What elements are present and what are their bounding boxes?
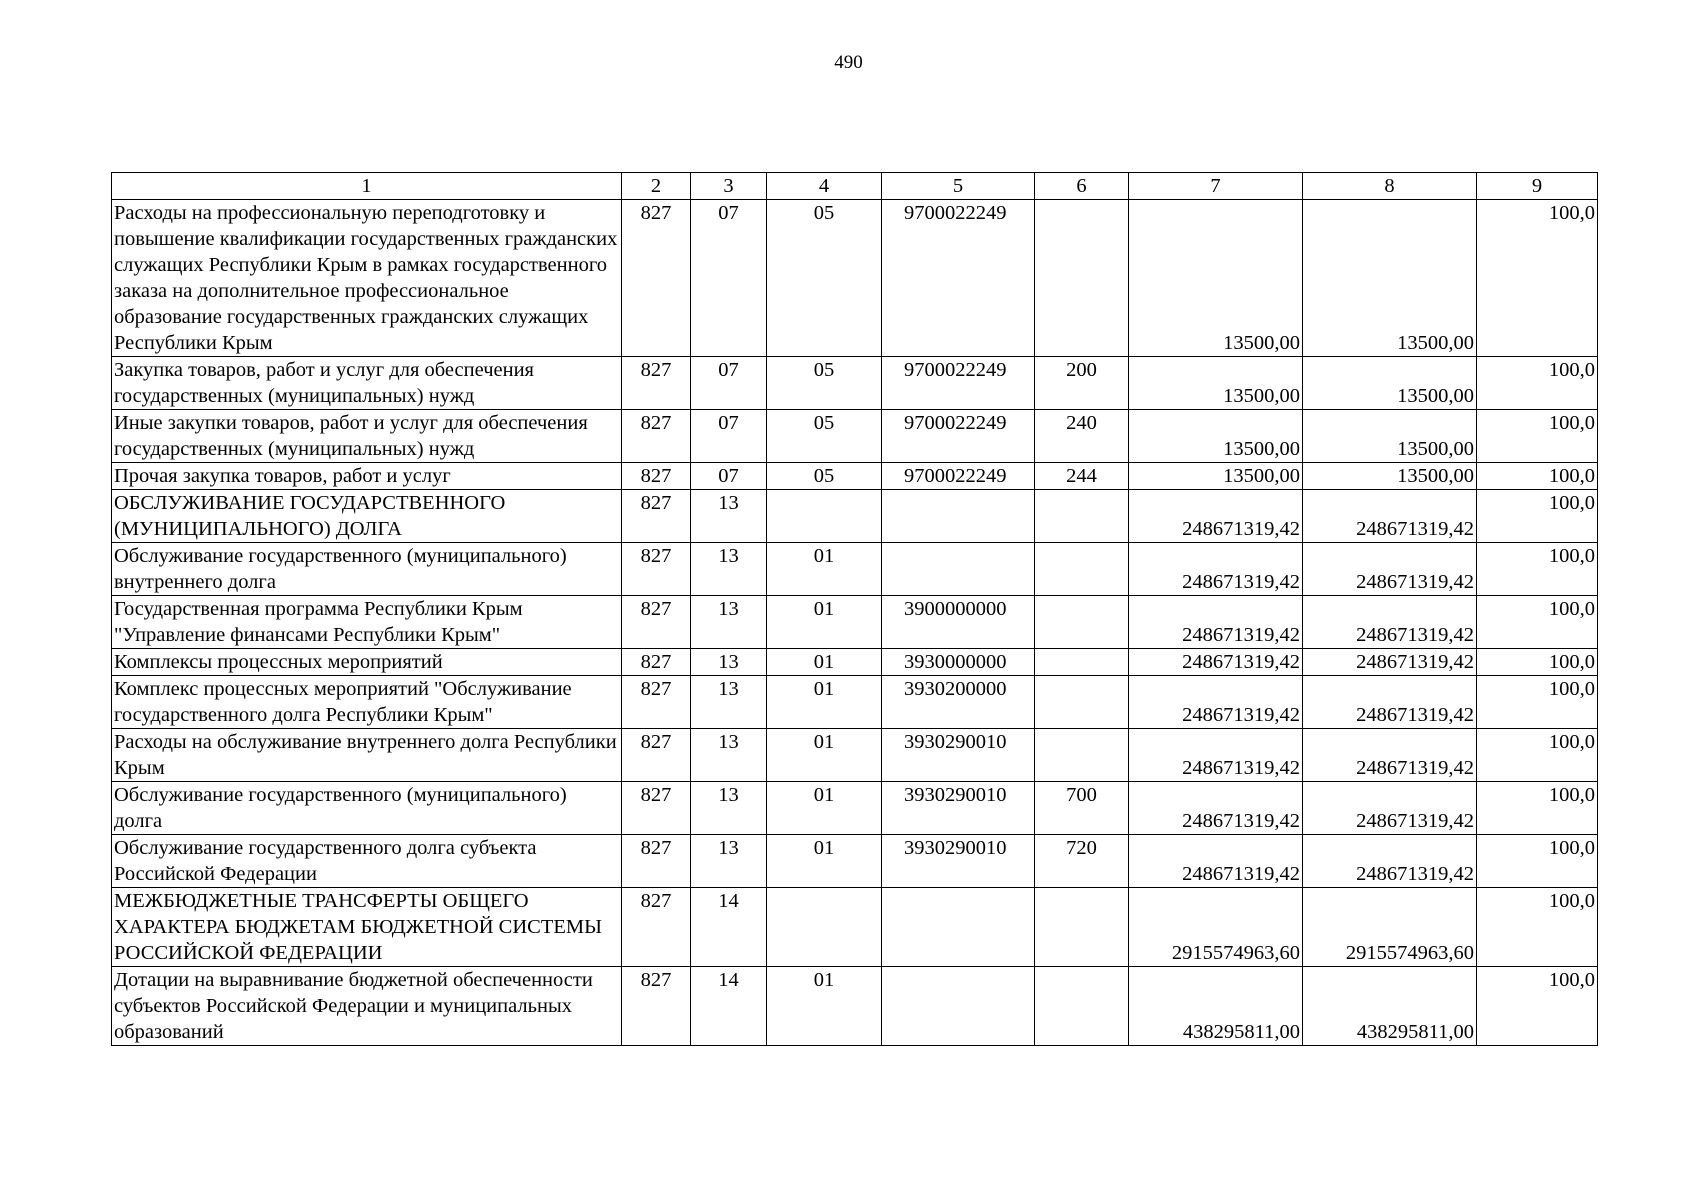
expense-type-code — [1035, 649, 1129, 676]
item-name: Комплексы процессных мероприятий — [112, 649, 622, 676]
amount-executed: 13500,00 — [1303, 357, 1477, 410]
expense-type-code — [1035, 200, 1129, 357]
item-name: ОБСЛУЖИВАНИЕ ГОСУДАРСТВЕННОГО (МУНИЦИПАЛЬНОГО) ДОЛГА — [112, 490, 622, 543]
execution-percent: 100,0 — [1477, 463, 1598, 490]
expense-type-code: 720 — [1035, 835, 1129, 888]
execution-percent: 100,0 — [1477, 649, 1598, 676]
execution-percent: 100,0 — [1477, 729, 1598, 782]
table-row — [112, 729, 1598, 782]
expense-type-code: 700 — [1035, 782, 1129, 835]
section-code: 13 — [691, 782, 767, 835]
expense-type-code — [1035, 888, 1129, 967]
ministry-code: 827 — [622, 463, 691, 490]
table-row — [112, 649, 1598, 676]
ministry-code: 827 — [622, 835, 691, 888]
table-row — [112, 596, 1598, 649]
table-row — [112, 782, 1598, 835]
section-code: 07 — [691, 357, 767, 410]
amount-planned: 2915574963,60 — [1129, 888, 1303, 967]
subsection-code: 05 — [767, 357, 882, 410]
section-code: 14 — [691, 888, 767, 967]
item-name: Обслуживание государственного (муниципального) долга — [112, 782, 622, 835]
page-number: 490 — [834, 52, 863, 73]
target-article-code: 9700022249 — [882, 200, 1035, 357]
amount-planned: 248671319,42 — [1129, 596, 1303, 649]
target-article-code: 9700022249 — [882, 410, 1035, 463]
amount-planned: 13500,00 — [1129, 463, 1303, 490]
subsection-code: 05 — [767, 200, 882, 357]
amount-planned: 13500,00 — [1129, 410, 1303, 463]
column-header: 9 — [1477, 173, 1598, 200]
amount-planned: 438295811,00 — [1129, 967, 1303, 1046]
ministry-code: 827 — [622, 782, 691, 835]
ministry-code: 827 — [622, 357, 691, 410]
target-article-code: 3930290010 — [882, 782, 1035, 835]
section-code: 13 — [691, 543, 767, 596]
column-header: 5 — [882, 173, 1035, 200]
expense-type-code — [1035, 967, 1129, 1046]
amount-executed: 248671319,42 — [1303, 782, 1477, 835]
subsection-code: 01 — [767, 782, 882, 835]
amount-executed: 13500,00 — [1303, 410, 1477, 463]
amount-executed: 438295811,00 — [1303, 967, 1477, 1046]
item-name: Расходы на профессиональную переподготовку и повышение квалификации государственных гражданских служащих Республики Крым в рамках государственного заказа на дополнительное профессиональное образование государственных гражданских служащих Республики Крым — [112, 200, 622, 357]
expense-type-code — [1035, 490, 1129, 543]
execution-percent: 100,0 — [1477, 782, 1598, 835]
amount-executed: 248671319,42 — [1303, 835, 1477, 888]
column-header: 1 — [112, 173, 622, 200]
amount-executed: 13500,00 — [1303, 200, 1477, 357]
expense-type-code — [1035, 676, 1129, 729]
ministry-code: 827 — [622, 649, 691, 676]
expense-type-code — [1035, 543, 1129, 596]
amount-executed: 248671319,42 — [1303, 649, 1477, 676]
target-article-code: 9700022249 — [882, 357, 1035, 410]
target-article-code: 3900000000 — [882, 596, 1035, 649]
target-article-code — [882, 543, 1035, 596]
item-name: Комплекс процессных мероприятий "Обслуживание государственного долга Республики Крым" — [112, 676, 622, 729]
amount-executed: 13500,00 — [1303, 463, 1477, 490]
execution-percent: 100,0 — [1477, 888, 1598, 967]
target-article-code — [882, 490, 1035, 543]
amount-planned: 248671319,42 — [1129, 835, 1303, 888]
ministry-code: 827 — [622, 410, 691, 463]
column-header: 8 — [1303, 173, 1477, 200]
item-name: Обслуживание государственного (муниципального) внутреннего долга — [112, 543, 622, 596]
expense-type-code: 244 — [1035, 463, 1129, 490]
table-row — [112, 967, 1598, 1046]
execution-percent: 100,0 — [1477, 200, 1598, 357]
table-row — [112, 357, 1598, 410]
table-row — [112, 835, 1598, 888]
subsection-code: 01 — [767, 835, 882, 888]
item-name: Иные закупки товаров, работ и услуг для обеспечения государственных (муниципальных) нужд — [112, 410, 622, 463]
execution-percent: 100,0 — [1477, 835, 1598, 888]
section-code: 13 — [691, 676, 767, 729]
subsection-code: 01 — [767, 729, 882, 782]
amount-executed: 248671319,42 — [1303, 543, 1477, 596]
expense-type-code — [1035, 596, 1129, 649]
column-header: 7 — [1129, 173, 1303, 200]
amount-executed: 248671319,42 — [1303, 676, 1477, 729]
ministry-code: 827 — [622, 888, 691, 967]
expense-type-code: 200 — [1035, 357, 1129, 410]
table-body — [112, 200, 1598, 1046]
section-code: 07 — [691, 463, 767, 490]
amount-planned: 13500,00 — [1129, 200, 1303, 357]
amount-executed: 248671319,42 — [1303, 596, 1477, 649]
section-code: 13 — [691, 729, 767, 782]
table-row — [112, 888, 1598, 967]
subsection-code: 01 — [767, 676, 882, 729]
item-name: Государственная программа Республики Крым "Управление финансами Республики Крым" — [112, 596, 622, 649]
amount-planned: 248671319,42 — [1129, 729, 1303, 782]
amount-executed: 2915574963,60 — [1303, 888, 1477, 967]
section-code: 07 — [691, 200, 767, 357]
amount-executed: 248671319,42 — [1303, 490, 1477, 543]
execution-percent: 100,0 — [1477, 596, 1598, 649]
ministry-code: 827 — [622, 729, 691, 782]
ministry-code: 827 — [622, 200, 691, 357]
column-header: 6 — [1035, 173, 1129, 200]
amount-planned: 248671319,42 — [1129, 490, 1303, 543]
column-header: 4 — [767, 173, 882, 200]
amount-planned: 248671319,42 — [1129, 676, 1303, 729]
column-header: 2 — [622, 173, 691, 200]
target-article-code: 3930200000 — [882, 676, 1035, 729]
ministry-code: 827 — [622, 676, 691, 729]
section-code: 13 — [691, 649, 767, 676]
table-row — [112, 200, 1598, 357]
item-name: Расходы на обслуживание внутреннего долга Республики Крым — [112, 729, 622, 782]
item-name: Закупка товаров, работ и услуг для обеспечения государственных (муниципальных) нужд — [112, 357, 622, 410]
item-name: Дотации на выравнивание бюджетной обеспеченности субъектов Российской Федерации и муниципальных образований — [112, 967, 622, 1046]
subsection-code: 01 — [767, 649, 882, 676]
execution-percent: 100,0 — [1477, 410, 1598, 463]
subsection-code — [767, 888, 882, 967]
subsection-code: 05 — [767, 463, 882, 490]
subsection-code: 01 — [767, 543, 882, 596]
target-article-code: 3930290010 — [882, 835, 1035, 888]
execution-percent: 100,0 — [1477, 967, 1598, 1046]
section-code: 07 — [691, 410, 767, 463]
subsection-code: 01 — [767, 967, 882, 1046]
item-name: Обслуживание государственного долга субъекта Российской Федерации — [112, 835, 622, 888]
section-code: 13 — [691, 490, 767, 543]
header-row — [112, 173, 1598, 200]
expense-type-code: 240 — [1035, 410, 1129, 463]
subsection-code: 05 — [767, 410, 882, 463]
ministry-code: 827 — [622, 596, 691, 649]
subsection-code — [767, 490, 882, 543]
item-name: МЕЖБЮДЖЕТНЫЕ ТРАНСФЕРТЫ ОБЩЕГО ХАРАКТЕРА БЮДЖЕТАМ БЮДЖЕТНОЙ СИСТЕМЫ РОССИЙСКОЙ ФЕДЕРАЦИИ — [112, 888, 622, 967]
ministry-code: 827 — [622, 967, 691, 1046]
target-article-code: 9700022249 — [882, 463, 1035, 490]
amount-planned: 248671319,42 — [1129, 649, 1303, 676]
budget-table — [111, 172, 1598, 1046]
execution-percent: 100,0 — [1477, 676, 1598, 729]
section-code: 13 — [691, 596, 767, 649]
table-row — [112, 463, 1598, 490]
amount-executed: 248671319,42 — [1303, 729, 1477, 782]
execution-percent: 100,0 — [1477, 490, 1598, 543]
ministry-code: 827 — [622, 543, 691, 596]
amount-planned: 248671319,42 — [1129, 782, 1303, 835]
table-row — [112, 676, 1598, 729]
amount-planned: 13500,00 — [1129, 357, 1303, 410]
target-article-code — [882, 888, 1035, 967]
table-row — [112, 490, 1598, 543]
column-header: 3 — [691, 173, 767, 200]
execution-percent: 100,0 — [1477, 357, 1598, 410]
ministry-code: 827 — [622, 490, 691, 543]
target-article-code: 3930000000 — [882, 649, 1035, 676]
section-code: 14 — [691, 967, 767, 1046]
execution-percent: 100,0 — [1477, 543, 1598, 596]
item-name: Прочая закупка товаров, работ и услуг — [112, 463, 622, 490]
amount-planned: 248671319,42 — [1129, 543, 1303, 596]
expense-type-code — [1035, 729, 1129, 782]
subsection-code: 01 — [767, 596, 882, 649]
target-article-code — [882, 967, 1035, 1046]
section-code: 13 — [691, 835, 767, 888]
table-row — [112, 543, 1598, 596]
table-row — [112, 410, 1598, 463]
target-article-code: 3930290010 — [882, 729, 1035, 782]
